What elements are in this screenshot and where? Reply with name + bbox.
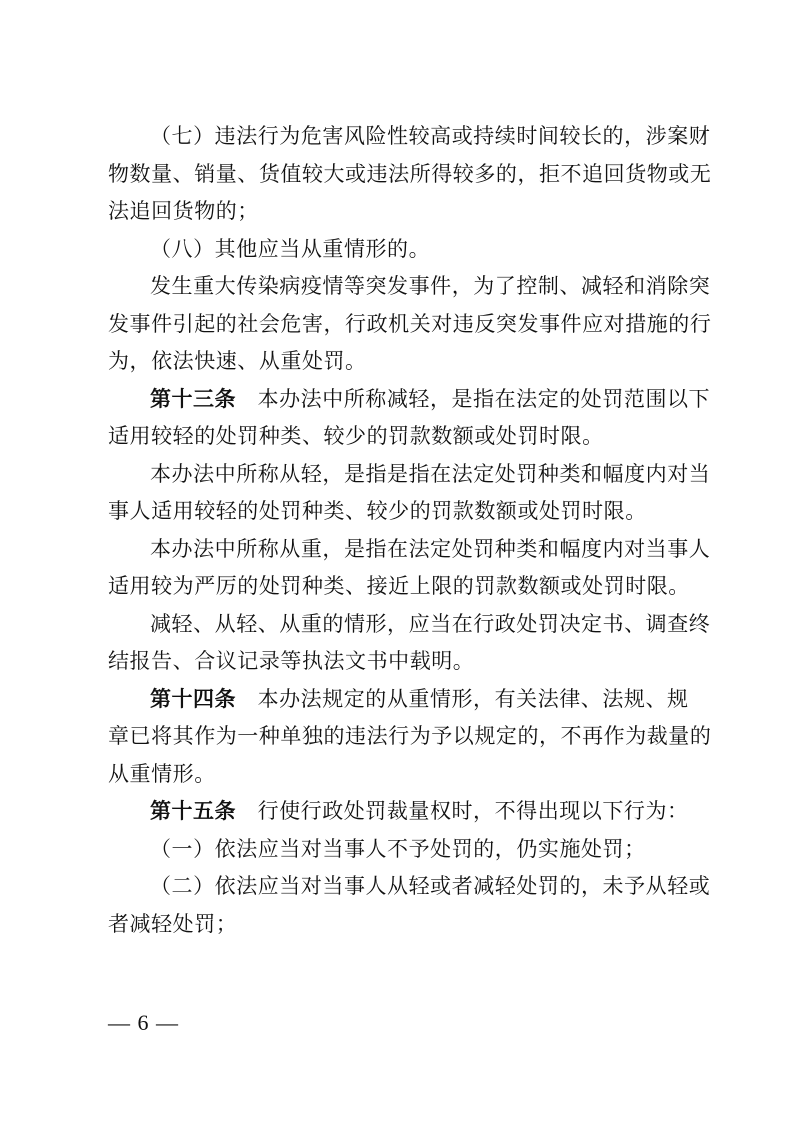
text-line: 发生重大传染病疫情等突发事件，为了控制、减轻和消除突 xyxy=(150,274,711,298)
text-line: 发事件引起的社会危害，行政机关对违反突发事件应对措施的行 xyxy=(108,311,712,336)
text-line: 适用较为严厉的处罚种类、接近上限的罚款数额或处罚时限。 xyxy=(108,574,690,598)
text-line: （二）依法应当对当事人从轻或者减轻处罚的，未予从轻或 xyxy=(150,874,711,898)
text-line: 本办法规定的从重情形，有关法律、法规、规 xyxy=(257,686,689,711)
text-line: 行使行政处罚裁量权时，不得出现以下行为： xyxy=(257,799,689,823)
text-line: 者减轻处罚； xyxy=(108,911,238,936)
article-heading: 第十五条 xyxy=(150,799,236,823)
text-line: 事人适用较轻的处罚种类、较少的罚款数额或处罚时限。 xyxy=(108,499,647,523)
article-15-line xyxy=(108,793,698,831)
text-line: 结报告、合议记录等执法文书中载明。 xyxy=(108,649,475,673)
article-14-line xyxy=(108,681,698,719)
text-line: （一）依法应当对当事人不予处罚的，仍实施处罚； xyxy=(150,836,646,861)
article-heading: 第十三条 xyxy=(150,386,236,411)
page-number: — 6 — xyxy=(108,1010,179,1035)
text-line: 从重情形。 xyxy=(108,761,216,786)
document-body xyxy=(108,118,712,943)
text-line: （八）其他应当从重情形的。 xyxy=(150,236,431,261)
article-heading: 第十四条 xyxy=(150,686,236,711)
text-line: 适用较轻的处罚种类、较少的罚款数额或处罚时限。 xyxy=(108,424,604,448)
text-line: 本办法中所称从重，是指在法定处罚种类和幅度内对当事人 xyxy=(150,536,711,561)
text-line: 本办法中所称从轻，是指是指在法定处罚种类和幅度内对当 xyxy=(150,461,711,486)
text-line: 章已将其作为一种单独的违法行为予以规定的，不再作为裁量的 xyxy=(108,724,712,748)
text-line: 法追回货物的； xyxy=(108,199,259,223)
text-line: 减轻、从轻、从重的情形，应当在行政处罚决定书、调查终 xyxy=(150,611,711,636)
text-line: （七）违法行为危害风险性较高或持续时间较长的，涉案财 xyxy=(150,124,711,148)
text-line: 本办法中所称减轻，是指在法定的处罚范围以下 xyxy=(257,386,711,411)
text-line: 物数量、销量、货值较大或违法所得较多的，拒不追回货物或无 xyxy=(108,161,712,186)
article-13-line xyxy=(108,381,711,419)
text-line: 为，依法快速、从重处罚。 xyxy=(108,349,367,373)
